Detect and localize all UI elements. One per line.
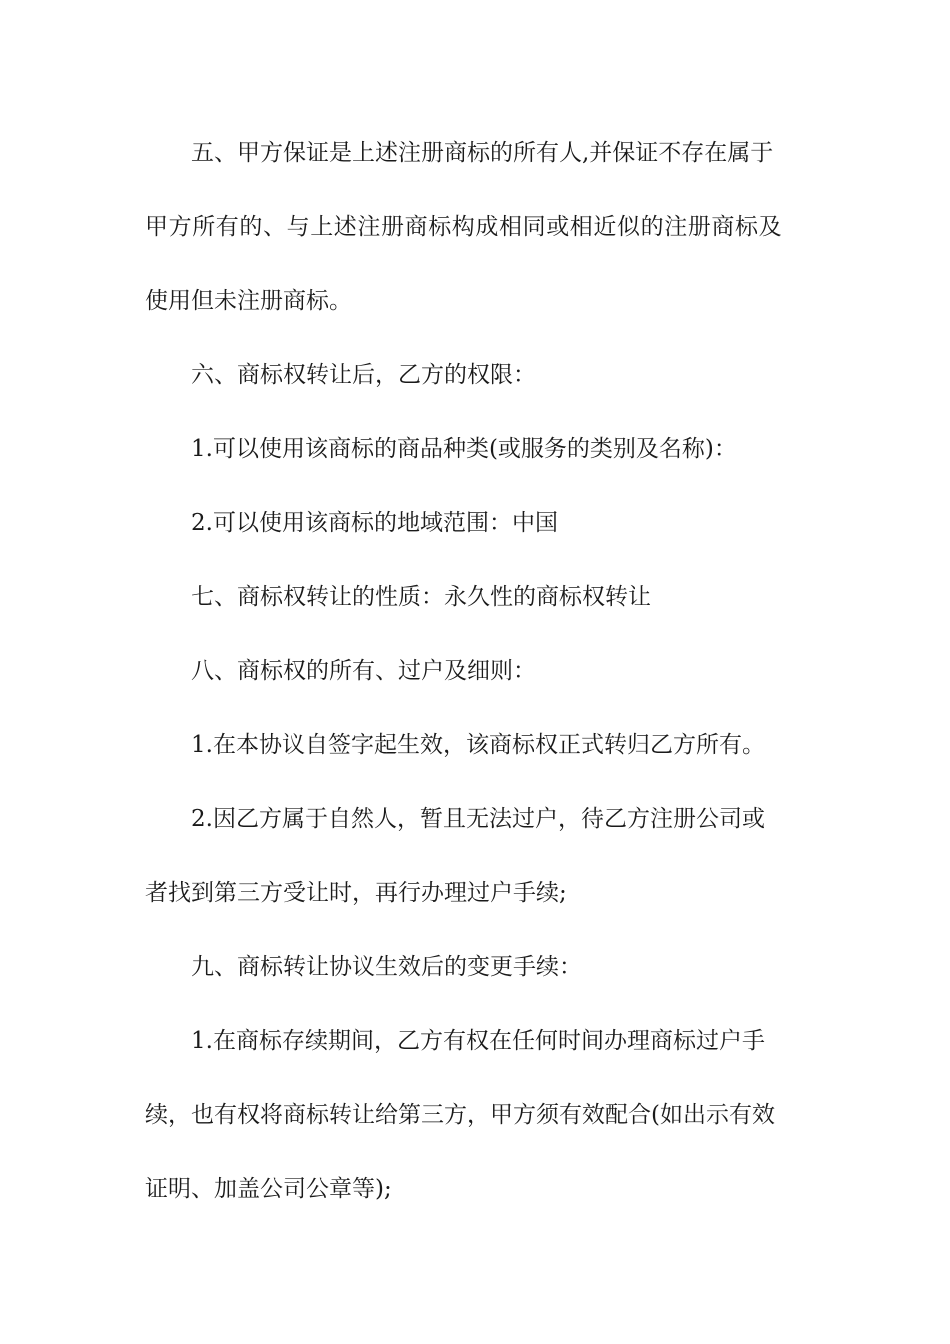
section-nine-item-1-line-3: 证明、加盖公司公章等);	[145, 1176, 392, 1202]
section-eight-item-2-line-2: 者找到第三方受让时，再行办理过户手续;	[145, 880, 567, 906]
section-six-item-1: 1.可以使用该商标的商品种类(或服务的类别及名称)：	[191, 436, 737, 462]
paragraph-five-line-2: 甲方所有的、与上述注册商标构成相同或相近似的注册商标及	[145, 214, 783, 240]
section-nine-item-1-line-1: 1.在商标存续期间，乙方有权在任何时间办理商标过户手	[191, 1028, 765, 1054]
section-six-heading: 六、商标权转让后，乙方的权限：	[191, 362, 536, 388]
paragraph-five-line-3: 使用但未注册商标。	[145, 288, 352, 314]
section-nine-item-1-line-2: 续，也有权将商标转让给第三方，甲方须有效配合(如出示有效	[145, 1102, 775, 1128]
section-eight-item-1: 1.在本协议自签字起生效，该商标权正式转归乙方所有。	[191, 732, 765, 758]
document-body	[145, 126, 807, 1236]
paragraph-five-line-1: 五、甲方保证是上述注册商标的所有人,并保证不存在属于	[191, 140, 774, 166]
section-eight-item-2-line-1: 2.因乙方属于自然人，暂且无法过户，待乙方注册公司或	[191, 806, 765, 832]
section-nine-heading: 九、商标转让协议生效后的变更手续：	[191, 954, 582, 980]
section-eight-heading: 八、商标权的所有、过户及细则：	[191, 658, 536, 684]
section-six-item-2: 2.可以使用该商标的地域范围：中国	[191, 510, 558, 536]
section-seven: 七、商标权转让的性质：永久性的商标权转让	[191, 584, 651, 610]
